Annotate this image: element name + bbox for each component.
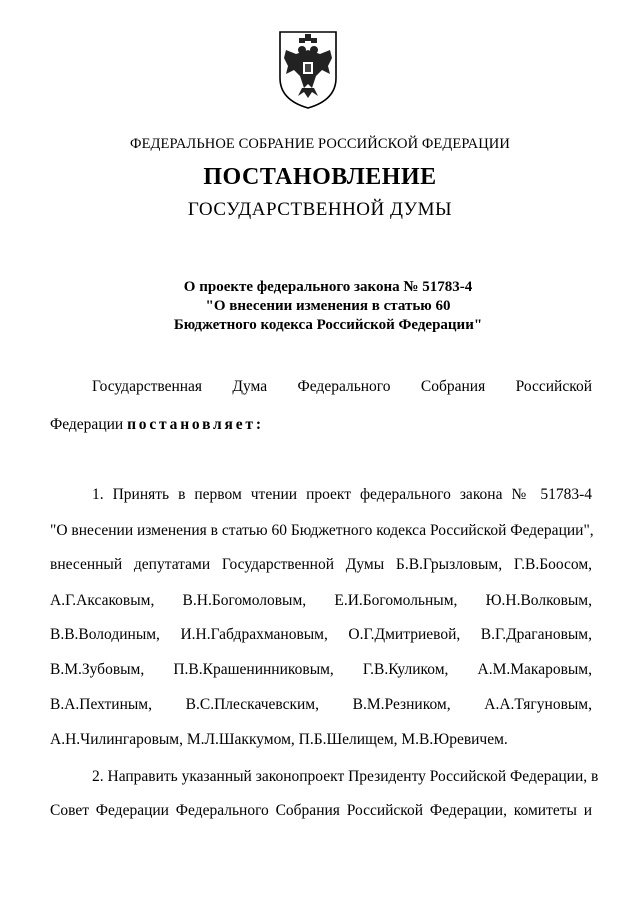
document-issuer: ГОСУДАРСТВЕННОЙ ДУМЫ [187, 199, 453, 220]
subject-line: Бюджетного кодекса Российской Федерации" [173, 317, 483, 333]
document-subject [0, 278, 640, 335]
clause-1-line: 1. Принять в первом чтении проект федерального закона № 51783-4 [92, 486, 592, 503]
clause-1-line: А.Н.Чилингаровым, М.Л.Шаккумом, П.Б.Шелищем, М.В.Юревичем. [50, 731, 508, 748]
subject-line: "О внесении изменения в статью 60 [205, 298, 451, 314]
russian-coat-of-arms-icon [276, 30, 340, 110]
clause-1-line: "О внесении изменения в статью 60 Бюджетного кодекса Российской Федерации", [50, 522, 594, 539]
clause-2-line: Совет Федерации Федерального Собрания Российской Федерации, комитеты и [50, 802, 592, 819]
clause-1-line: В.В.Володиным, И.Н.Габдрахмановым, О.Г.Дмитриевой, В.Г.Драгановым, [50, 626, 592, 643]
document-type: ПОСТАНОВЛЕНИЕ [203, 164, 437, 190]
organization-name: ФЕДЕРАЛЬНОЕ СОБРАНИЕ РОССИЙСКОЙ ФЕДЕРАЦИИ [130, 136, 510, 152]
preamble-text: Федерации [50, 416, 128, 433]
preamble-line [50, 416, 592, 434]
clause-1-line: А.Г.Аксаковым, В.Н.Богомоловым, Е.И.Богомольным, Ю.Н.Волковым, [50, 592, 592, 609]
clause-2-line: 2. Направить указанный законопроект Президенту Российской Федерации, в [92, 768, 599, 785]
clause-1-line: В.А.Пехтиным, В.С.Плескачевским, В.М.Резником, А.А.Тягуновым, [50, 696, 592, 713]
subject-line: О проекте федерального закона № 51783-4 [183, 279, 473, 295]
clause-1-line: В.М.Зубовым, П.В.Крашенинниковым, Г.В.Куликом, А.М.Макаровым, [50, 661, 592, 678]
clause-1-line: внесенный депутатами Государственной Думы Б.В.Грызловым, Г.В.Боосом, [50, 556, 592, 573]
resolution-verb: постановляет: [127, 416, 264, 433]
preamble-line: Государственная Дума Федерального Собрания Российской [92, 378, 592, 395]
